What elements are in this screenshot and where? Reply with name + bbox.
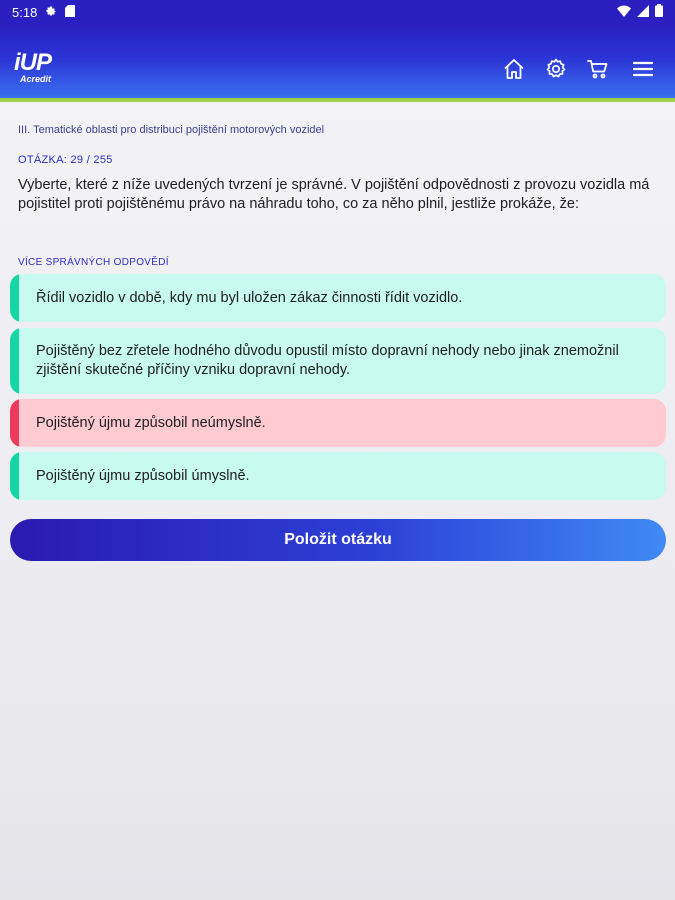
battery-icon: [655, 4, 663, 20]
answer-option-label: Pojištěný újmu způsobil neúmyslně.: [36, 414, 266, 431]
answer-option-4[interactable]: [10, 452, 666, 500]
signal-icon: [637, 5, 649, 20]
answer-option-2[interactable]: [10, 328, 666, 394]
answer-option-label: Pojištěný újmu způsobil úmyslně.: [36, 467, 250, 484]
answer-option-1[interactable]: [10, 274, 666, 322]
wifi-icon: [617, 5, 631, 20]
answer-option-label: Pojištěný bez zřetele hodného důvodu opustil místo dopravní nehody nebo jinak znemožnil zjištění skutečné příčiny vzniku dopravní nehody.: [36, 343, 619, 378]
status-bar: [0, 0, 675, 24]
category-title: III. Tematické oblasti pro distribuci pojištění motorových vozidel: [18, 124, 325, 136]
submit-question-button[interactable]: Položit otázku: [10, 519, 666, 561]
app-bar: [0, 24, 675, 102]
home-icon[interactable]: [501, 56, 527, 82]
question-counter: OTÁZKA: 29 / 255: [18, 154, 113, 166]
question-text: Vyberte, které z níže uvedených tvrzení je správné. V pojištění odpovědnosti z provozu vozidla má pojistitel proti pojištěnému právo na náhradu toho, co za něho plnil, jestliže prokáže, že:: [18, 177, 650, 212]
sd-card-icon: [65, 5, 75, 20]
cart-icon[interactable]: [585, 56, 611, 82]
logo-sub-text: Acredit: [20, 74, 52, 84]
answer-option-label: Řídil vozidlo v době, kdy mu byl uložen zákaz činnosti řídit vozidlo.: [36, 289, 463, 306]
gear-icon: [45, 5, 57, 20]
answer-option-3[interactable]: [10, 399, 666, 447]
answer-type-hint: VÍCE SPRÁVNÝCH ODPOVĚDÍ: [18, 257, 169, 268]
status-time: 5:18: [12, 4, 38, 20]
app-logo: [14, 49, 52, 84]
settings-icon[interactable]: [543, 56, 569, 82]
logo-main-text: iUP: [14, 49, 52, 76]
menu-icon[interactable]: [630, 56, 656, 82]
